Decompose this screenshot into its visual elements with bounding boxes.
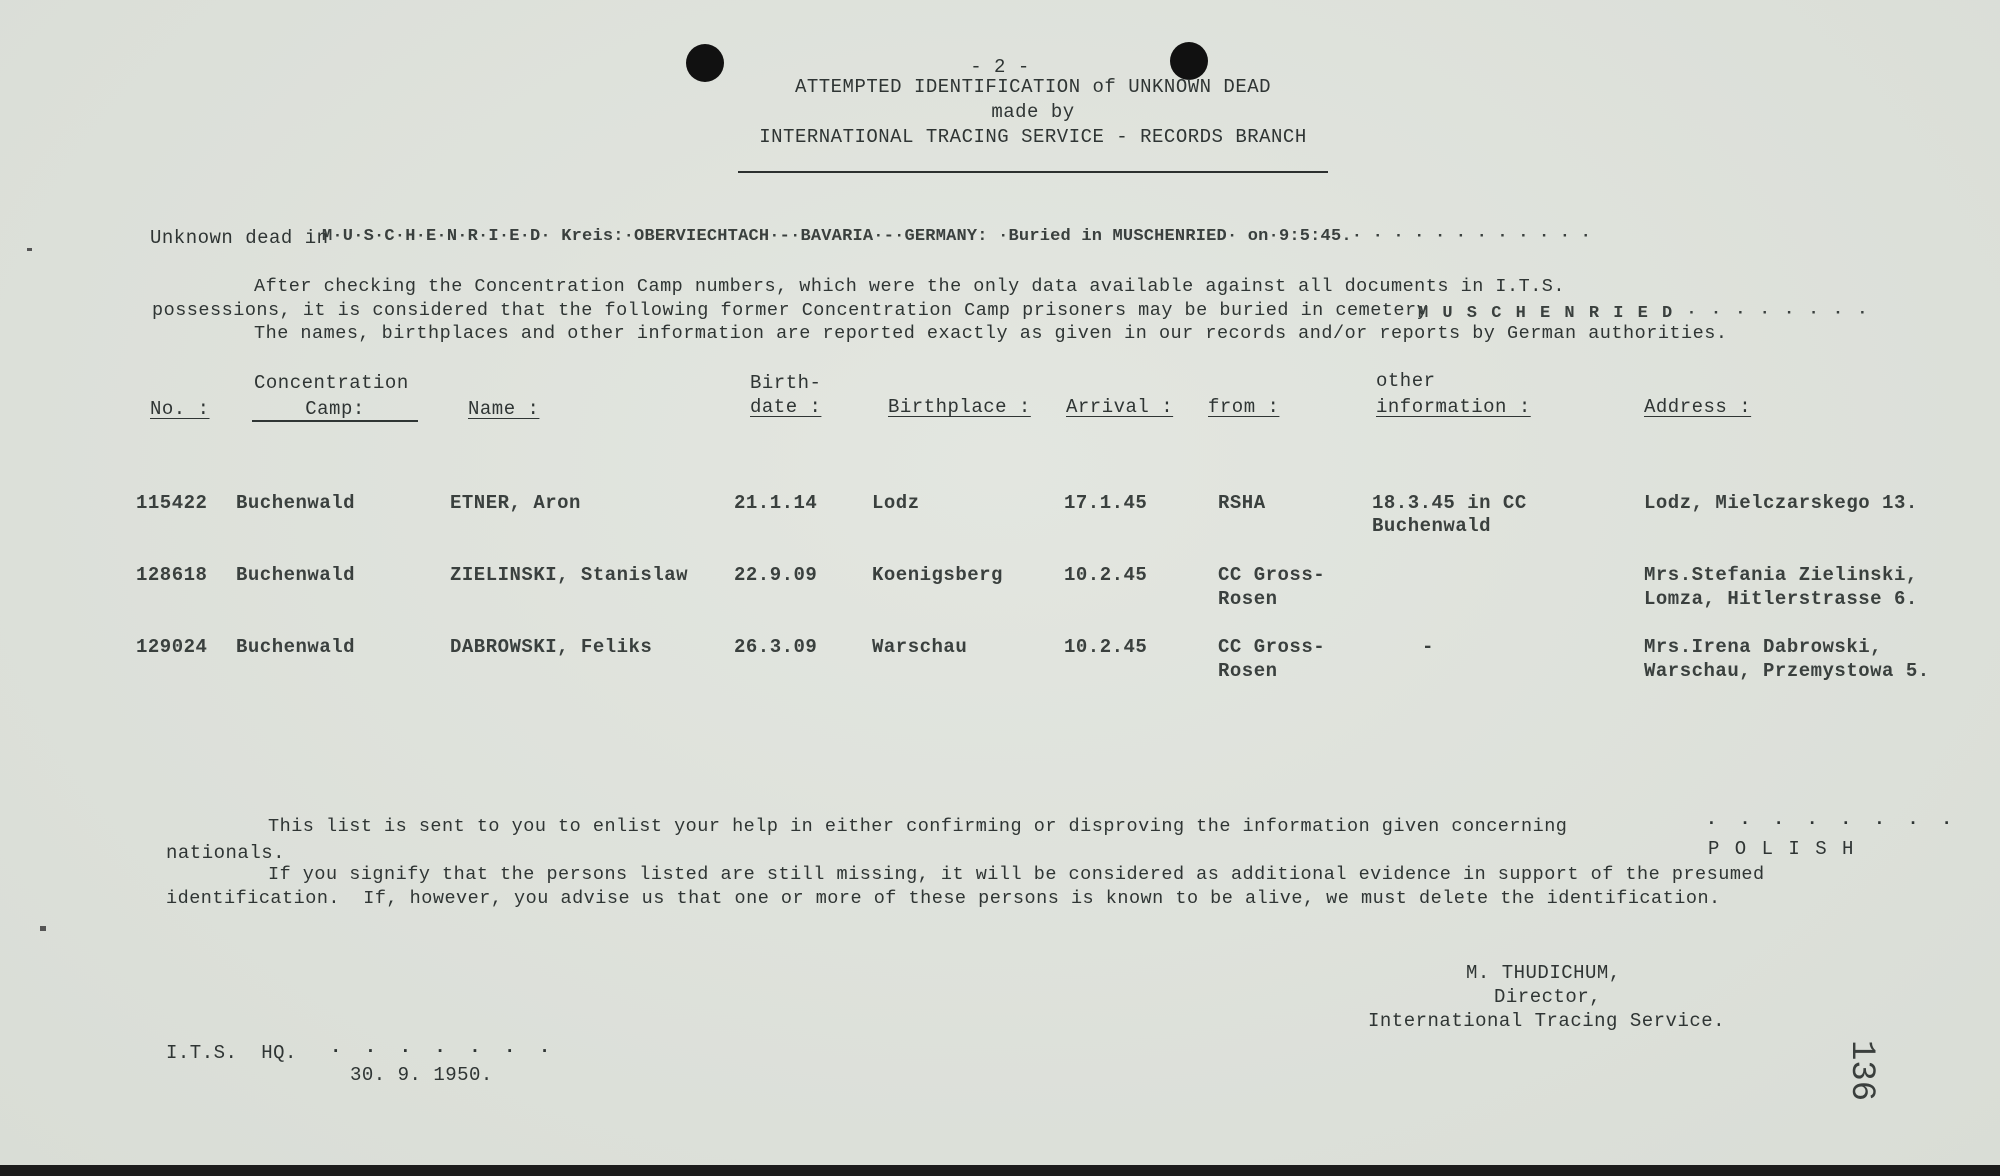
from-cell-line2: Rosen <box>1218 588 1278 610</box>
closing-line1-dots: · · · · · · · · <box>1706 814 1959 834</box>
from-cell: RSHA <box>1218 492 1266 514</box>
column-header-other-line1: other <box>1376 370 1436 392</box>
address-cell: Mrs.Irena Dabrowski, <box>1644 636 1883 658</box>
column-header-address: Address : <box>1644 396 1752 418</box>
other-info-cell: - <box>1422 636 1434 658</box>
column-header-camp-line2: Camp: <box>252 398 418 422</box>
column-header-camp-line1: Concentration <box>254 372 409 394</box>
name-cell: DABROWSKI, Feliks <box>450 636 653 658</box>
stamp-number: 136 <box>1842 1040 1880 1102</box>
column-header-birthdate-line1: Birth- <box>750 372 822 394</box>
prisoner-number: 128618 <box>136 564 208 586</box>
address-cell-line2: Lomza, Hitlerstrasse 6. <box>1644 588 1918 610</box>
cemetery-overtype: M U S C H E N R I E D · · · · · · · · <box>1418 304 1870 323</box>
from-cell: CC Gross- <box>1218 564 1326 586</box>
arrival-cell: 10.2.45 <box>1064 564 1148 586</box>
birthdate-cell: 21.1.14 <box>734 492 818 514</box>
birthplace-cell: Koenigsberg <box>872 564 1003 586</box>
column-header-birthdate-line2: date : <box>750 396 822 418</box>
name-cell: ZIELINSKI, Stanislaw <box>450 564 689 586</box>
arrival-cell: 10.2.45 <box>1064 636 1148 658</box>
name-cell: ETNER, Aron <box>450 492 581 514</box>
margin-mark <box>40 926 46 931</box>
column-header-number: No. : <box>150 398 210 420</box>
column-header-other-line2: information : <box>1376 396 1531 418</box>
page-number: - 2 - <box>970 56 1030 78</box>
punch-hole-right <box>1170 42 1208 80</box>
other-info-cell-line2: Buchenwald <box>1372 515 1492 537</box>
prisoner-number: 129024 <box>136 636 208 658</box>
document-date: 30. 9. 1950. <box>350 1064 493 1086</box>
other-info-cell: 18.3.45 in CC <box>1372 492 1527 514</box>
camp-cell: Buchenwald <box>236 492 356 514</box>
signatory-name: M. THUDICHUM, <box>1466 962 1621 984</box>
document-subtitle: made by <box>991 101 1075 123</box>
closing-line3: If you signify that the persons listed are still missing, it will be considered as additional evidence in support of the presumed <box>268 864 1765 885</box>
from-cell-line2: Rosen <box>1218 660 1278 682</box>
address-cell: Mrs.Stefania Zielinski, <box>1644 564 1918 586</box>
address-cell-line2: Warschau, Przemystowa 5. <box>1644 660 1930 682</box>
closing-line2: nationals. <box>166 842 286 864</box>
address-cell: Lodz, Mielczarskego 13. <box>1644 492 1918 514</box>
intro-paragraph-line2: possessions, it is considered that the following former Concentration Camp prisoners may be buried in cemetery <box>152 300 1429 321</box>
prisoner-number: 115422 <box>136 492 208 514</box>
hq-dots: · · · · · · · <box>330 1040 557 1062</box>
birthdate-cell: 22.9.09 <box>734 564 818 586</box>
arrival-cell: 17.1.45 <box>1064 492 1148 514</box>
column-header-arrival: Arrival : <box>1066 396 1174 418</box>
camp-cell: Buchenwald <box>236 636 356 658</box>
birthdate-cell: 26.3.09 <box>734 636 818 658</box>
issuing-organization: INTERNATIONAL TRACING SERVICE - RECORDS BRANCH <box>759 126 1307 148</box>
header-divider <box>738 171 1328 173</box>
intro-paragraph-line3: The names, birthplaces and other information are reported exactly as given in our records and/or reports by German authorities. <box>254 323 1728 344</box>
closing-line4: identification. If, however, you advise us that one or more of these persons is known to be alive, we must delete the identification. <box>166 888 1721 909</box>
unknown-dead-location: M·U·S·C·H·E·N·R·I·E·D· Kreis:·OBERVIECHTACH·-·BAVARIA·-·GERMANY: ·Buried in MUSCHENRIED· on·9:5:45.· · · · · · · · · · · · <box>322 227 1592 246</box>
nationality-overtype: P O L I S H <box>1708 838 1856 860</box>
unknown-dead-label: Unknown dead in <box>150 227 329 249</box>
document-title: ATTEMPTED IDENTIFICATION of UNKNOWN DEAD <box>794 76 1272 98</box>
margin-mark <box>27 248 32 251</box>
intro-paragraph-line1: After checking the Concentration Camp numbers, which were the only data available against all documents in I.T.S. <box>254 276 1566 297</box>
camp-cell: Buchenwald <box>236 564 356 586</box>
from-cell: CC Gross- <box>1218 636 1326 658</box>
birthplace-cell: Lodz <box>872 492 920 514</box>
signatory-organization: International Tracing Service. <box>1368 1010 1726 1032</box>
column-header-birthplace: Birthplace : <box>888 396 1031 418</box>
signatory-role: Director, <box>1494 986 1602 1008</box>
birthplace-cell: Warschau <box>872 636 968 658</box>
hq-label: I.T.S. HQ. <box>166 1042 297 1064</box>
column-header-from: from : <box>1208 396 1280 418</box>
closing-line1: This list is sent to you to enlist your help in either confirming or disproving the information given concerning <box>268 816 1568 837</box>
column-header-name: Name : <box>468 398 540 420</box>
